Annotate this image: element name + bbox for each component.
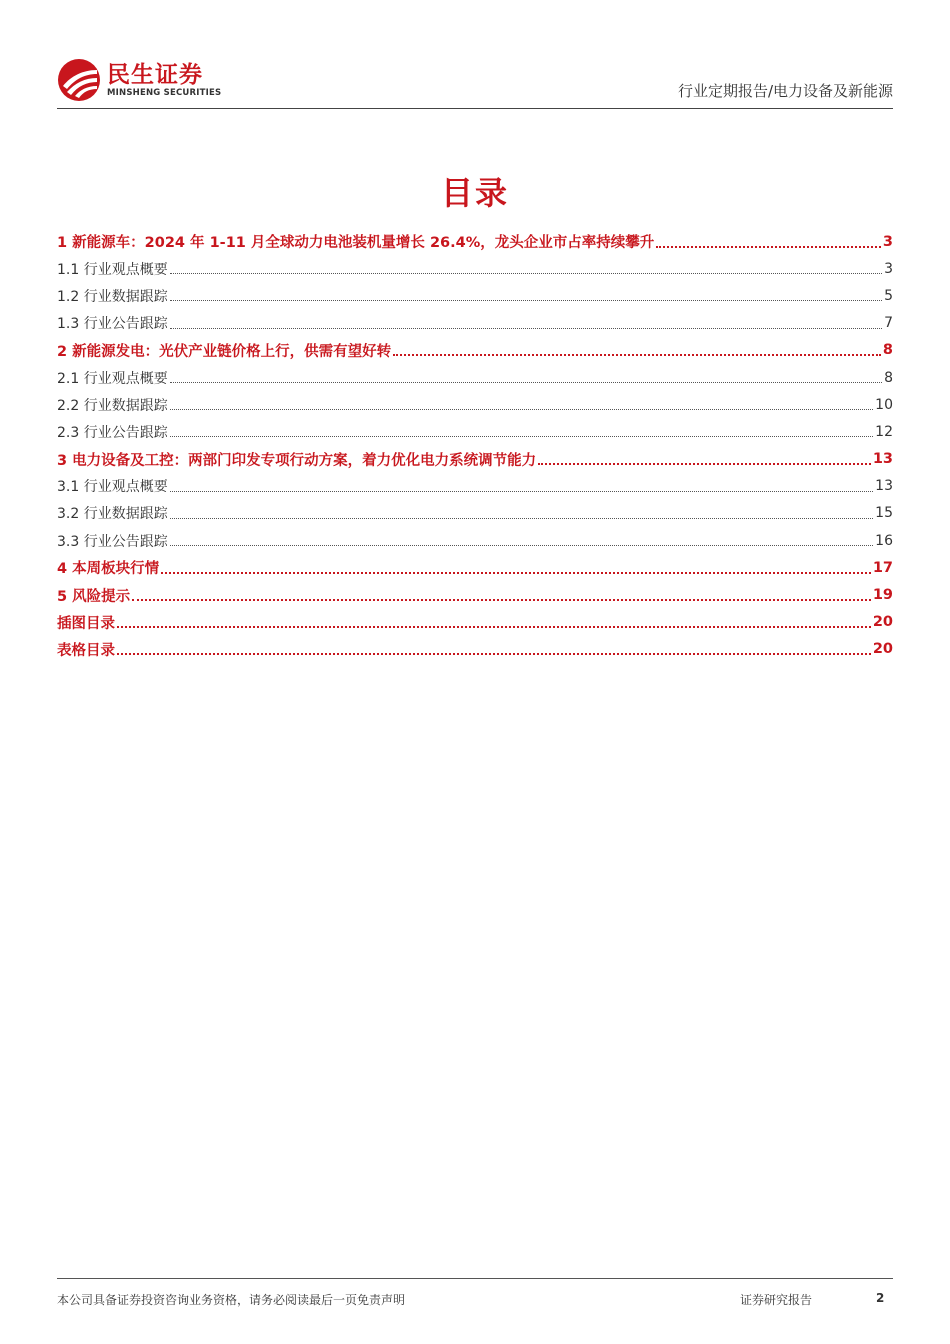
toc-entry-4[interactable]: 4 本周板块行情 17 [57, 559, 893, 578]
toc-leader [393, 354, 881, 356]
toc-leader [132, 599, 871, 601]
toc-leader [170, 300, 882, 301]
page-number: 2 [876, 1291, 885, 1305]
toc-entry-2-2[interactable]: 2.2 行业数据跟踪 10 [57, 396, 893, 414]
toc-entry-2-3[interactable]: 2.3 行业公告跟踪 12 [57, 423, 893, 441]
toc-leader [170, 518, 873, 519]
toc-leader [170, 545, 873, 546]
toc-entry-2[interactable]: 2 新能源发电：光伏产业链价格上行，供需有望好转 8 [57, 342, 893, 360]
toc-entry-3-3[interactable]: 3.3 行业公告跟踪 16 [57, 532, 893, 550]
toc-title: 目录 [440, 174, 509, 212]
footer-disclaimer: 本公司具备证券投资咨询业务资格，请务必阅读最后一页免责声明 [57, 1293, 406, 1307]
toc-entry-tables[interactable]: 表格目录 20 [57, 641, 893, 659]
toc-entry-1-1[interactable]: 1.1 行业观点概要 3 [57, 260, 893, 278]
toc-entry-3[interactable]: 3 电力设备及工控：两部门印发专项行动方案，着力优化电力系统调节能力 13 [57, 451, 893, 469]
logo-english-name: MINSHENG SECURITIES [107, 87, 222, 98]
toc-leader [170, 328, 882, 329]
toc-entry-2-1[interactable]: 2.1 行业观点概要 8 [57, 369, 893, 387]
toc-entry-5[interactable]: 5 风险提示 19 [57, 587, 893, 605]
report-category: 行业定期报告/电力设备及新能源 [677, 82, 893, 100]
table-of-contents [57, 228, 893, 663]
company-logo [57, 58, 221, 102]
logo-chinese-name: 民生证券 [107, 61, 203, 88]
toc-entry-3-1[interactable]: 3.1 行业观点概要 13 [57, 478, 893, 496]
toc-entry-3-2[interactable]: 3.2 行业数据跟踪 15 [57, 505, 893, 523]
footer-doc-type: 证券研究报告 [740, 1293, 813, 1307]
toc-leader [170, 273, 882, 274]
toc-leader [170, 436, 873, 437]
footer-divider [57, 1278, 893, 1279]
page-header [57, 52, 893, 110]
toc-leader [170, 382, 882, 383]
toc-leader [117, 653, 871, 655]
toc-leader [170, 491, 873, 492]
toc-entry-1-2[interactable]: 1.2 行业数据跟踪 5 [57, 287, 893, 305]
minsheng-logo-icon [57, 58, 101, 102]
toc-leader [117, 626, 871, 628]
toc-entry-1[interactable]: 1 新能源车：2024 年 1-11 月全球动力电池装机量增长 26.4%，龙头企业市占率持续攀升 3 [57, 233, 893, 252]
toc-leader [161, 572, 871, 574]
toc-leader [656, 246, 881, 248]
toc-leader [538, 463, 871, 465]
toc-entry-1-3[interactable]: 1.3 行业公告跟踪 7 [57, 315, 893, 333]
toc-entry-figures[interactable]: 插图目录 20 [57, 614, 893, 632]
header-divider [57, 108, 893, 109]
toc-leader [170, 409, 873, 410]
